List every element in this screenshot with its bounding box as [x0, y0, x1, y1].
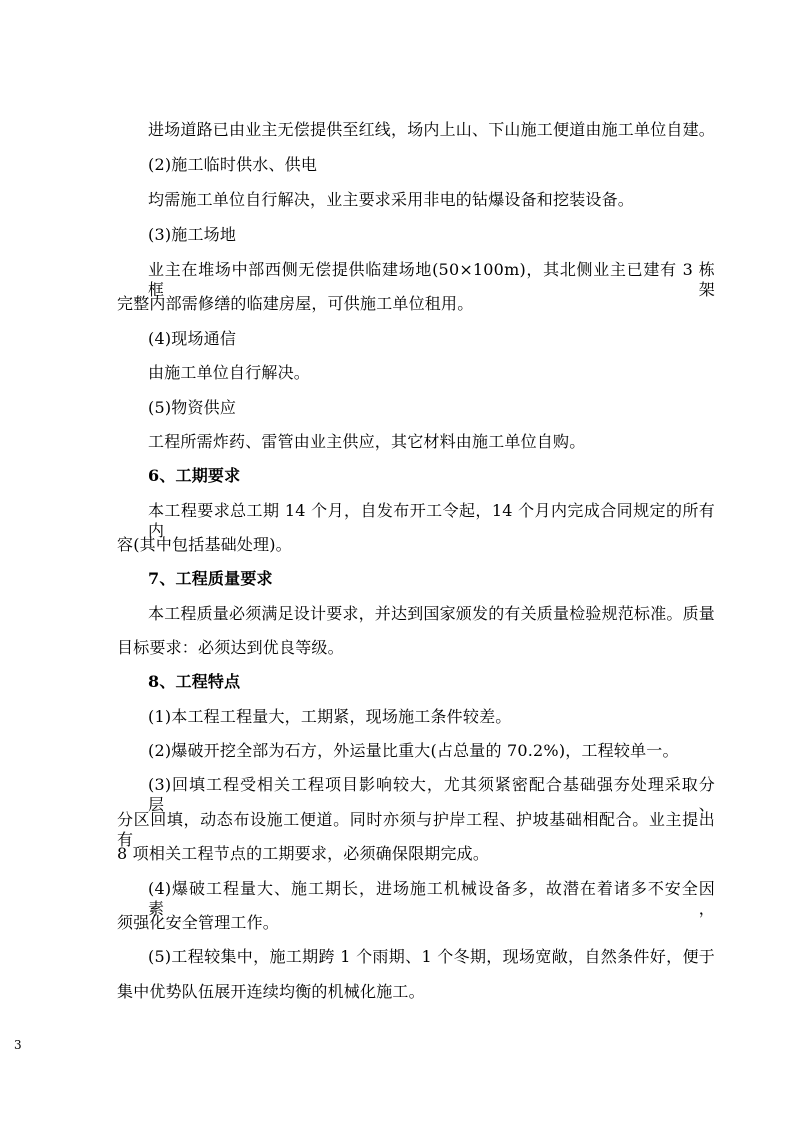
list-item-feature-2: (2)爆破开挖全部为石方，外运量比重大(占总量的 70.2%)，工程较单一。 [148, 741, 679, 760]
paragraph-line-site-1: 业主在堆场中部西侧无偿提供临建场地(50×100m)，其北侧业主已建有 3 栋框架 [148, 260, 715, 299]
paragraph-line-materials: 工程所需炸药、雷管由业主供应，其它材料由施工单位自购。 [148, 432, 586, 451]
section-heading-features: 8、工程特点 [148, 672, 241, 691]
list-item-feature-3-line-2: 分区回填，动态布设施工便道。同时亦须与护岸工程、护坡基础相配合。业主提出有 [117, 810, 715, 849]
subheading-communications: (4)现场通信 [148, 329, 237, 348]
section-heading-schedule: 6、工期要求 [148, 466, 241, 485]
paragraph-line-site-2: 完整内部需修缮的临建房屋，可供施工单位租用。 [117, 294, 474, 313]
list-item-feature-4-line-1: (4)爆破工程量大、施工期长，进场施工机械设备多，故潜在着诸多不安全因素， [148, 879, 715, 918]
list-item-feature-5-line-1: (5)工程较集中，施工期跨 1 个雨期、1 个冬期，现场宽敞，自然条件好，便于 [148, 947, 715, 966]
section-heading-quality: 7、工程质量要求 [148, 569, 273, 588]
list-item-feature-1: (1)本工程工程量大，工期紧，现场施工条件较差。 [148, 707, 512, 726]
list-item-feature-3-line-3: 8 项相关工程节点的工期要求，必须确保限期完成。 [117, 844, 490, 863]
paragraph-line-water-power: 均需施工单位自行解决，业主要求采用非电的钻爆设备和挖装设备。 [148, 190, 635, 209]
list-item-feature-3-line-1: (3)回填工程受相关工程项目影响较大，尤其须紧密配合基础强夯处理采取分层、 [148, 775, 715, 814]
paragraph-line-communications: 由施工单位自行解决。 [148, 363, 311, 382]
paragraph-line-quality-1: 本工程质量必须满足设计要求，并达到国家颁发的有关质量检验规范标准。质量 [148, 604, 716, 623]
list-item-feature-5-line-2: 集中优势队伍展开连续均衡的机械化施工。 [117, 982, 425, 1001]
list-item-feature-4-line-2: 须强化安全管理工作。 [117, 913, 280, 932]
paragraph-line-schedule-1: 本工程要求总工期 14 个月，自发布开工令起，14 个月内完成合同规定的所有内 [148, 501, 715, 540]
paragraph-line-quality-2: 目标要求：必须达到优良等级。 [117, 638, 344, 657]
paragraph-line-access-road: 进场道路已由业主无偿提供至红线，场内上山、下山施工便道由施工单位自建。 [148, 120, 716, 139]
subheading-materials: (5)物资供应 [148, 398, 237, 417]
page-number: 3 [14, 1038, 22, 1052]
subheading-site: (3)施工场地 [148, 225, 237, 244]
paragraph-line-schedule-2: 容(其中包括基础处理)。 [117, 535, 292, 554]
subheading-water-power: (2)施工临时供水、供电 [148, 155, 318, 174]
